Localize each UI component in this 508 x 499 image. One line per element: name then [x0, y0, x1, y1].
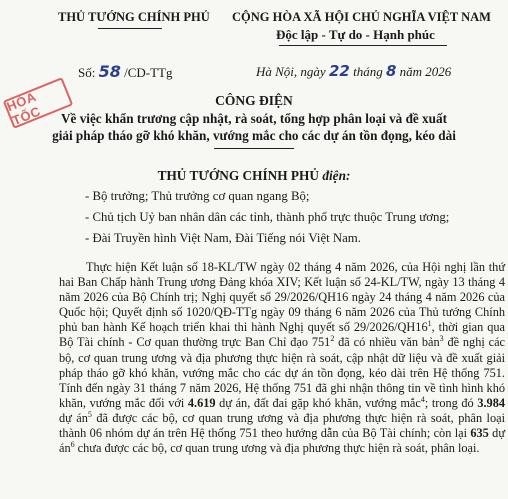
project-count-total: 4.619 [187, 395, 216, 410]
motto: Độc lập - Tự do - Hạnh phúc [276, 27, 435, 42]
project-count-remaining: 635 [470, 426, 489, 441]
year-label: năm 2026 [399, 64, 452, 79]
date-day-handwritten: 22 [328, 62, 350, 80]
body-text-segment: đề nghị các bộ, cơ quan trung ương và địa phương thực hiện rà soát, cập nhật dữ liệu và đề xuất giải pháp tháo gỡ khó khăn, vướng mắc cho các dự án tồn đọng, kéo dài trên Hệ thống 751. Tính đến ngày 31 tháng 7 năm 2026, Hệ thống 751 đã ghi nhận thông tin về tình hình khó khăn, vướng mắc đối với [59, 335, 505, 410]
month-label: tháng [353, 64, 383, 79]
nation-name: CỘNG HÒA XÃ HỘI CHỦ NGHĨA VIỆT NAM [232, 10, 491, 24]
body-text-segment: dự án [59, 426, 505, 456]
document-type: CÔNG ĐIỆN [215, 93, 293, 108]
subject-line-2: giải pháp tháo gỡ khó khăn, vướng mắc cho các dự án tồn đọng, kéo dài [52, 128, 456, 143]
recipient-item: - Đài Truyền hình Việt Nam, Đài Tiếng nói Việt Nam. [85, 231, 361, 245]
issuer-underline [98, 28, 162, 29]
footnote-ref: 4 [420, 394, 425, 404]
body-text-segment: chưa được các bộ, cơ quan trung ương và địa phương thực hiện rà soát, phân loại. [74, 441, 480, 456]
body-text-segment: ; trong đó [424, 395, 478, 410]
doc-number-line [78, 62, 173, 81]
place-date-line [256, 62, 451, 80]
body-text-segment: , thời gian qua Bộ Tài chính - Cơ quan thường trực Ban Chỉ đạo 751 [59, 320, 505, 350]
footnote-ref: 6 [70, 440, 75, 450]
motto-underline [279, 45, 447, 46]
body-paragraph [59, 260, 505, 456]
subject-line-1: Về việc khẩn trương cập nhật, rà soát, tổng hợp phân loại và đề xuất [61, 111, 447, 126]
project-count-reviewed: 3.984 [477, 395, 505, 410]
footnote-ref: 5 [87, 409, 92, 419]
place-date-prefix: Hà Nội, ngày [256, 64, 326, 79]
footnote-ref: 3 [439, 334, 444, 344]
doc-number-prefix: Số: [78, 65, 96, 80]
doc-number-suffix: /CD-TTg [124, 65, 173, 80]
body-text-segment: đã có nhiều văn bản [334, 335, 440, 350]
date-month-handwritten: 8 [385, 62, 397, 80]
doc-number-handwritten: 58 [98, 62, 121, 81]
urgent-stamp-label: HỎA TỐC [4, 89, 43, 129]
sender-name: THỦ TƯỚNG CHÍNH PHỦ [157, 168, 319, 183]
sender-line [0, 168, 508, 184]
footnote-ref: 2 [330, 334, 335, 344]
recipient-item: - Chủ tịch Uỷ ban nhân dân các tỉnh, thành phố trực thuộc Trung ương; [85, 210, 450, 224]
body-text-segment: dự án [59, 410, 88, 425]
body-text-segment: Thực hiện Kết luận số 18-KL/TW ngày 02 tháng 4 năm 2026, của Hội nghị lần thứ hai Ban Chấp hành Trung ương Đảng khóa XIV; Kết luận số 24-KL/TW, ngày 13 tháng 4 năm 2026 của Bộ Chính trị; Nghị quyết số 29/2026/QH16 ngày 24 tháng 4 năm 2026 của Quốc hội; Quyết định số 1020/QĐ-TTg ngày 09 tháng 6 năm 2026 của Thủ tướng Chính phủ ban hành Kế hoạch triển khai thi hành Nghị quyết số 29/2026/QH16 [59, 260, 505, 335]
body-text-segment: dự án, đất đai gặp khó khăn, vướng mắc [215, 395, 421, 410]
issuer-name: THỦ TƯỚNG CHÍNH PHỦ [58, 10, 210, 24]
body-text-segment: đã được các bộ, cơ quan trung ương và địa phương thực hiện rà soát, phân loại thành 06 nhóm dự án trên Hệ thống 751 theo hướng dẫn của Bộ Tài chính; còn lại [59, 410, 505, 441]
recipient-item: - Bộ trưởng; Thủ trưởng cơ quan ngang Bộ; [85, 189, 310, 203]
sender-suffix: điện: [322, 168, 351, 183]
footnote-ref: 1 [427, 319, 432, 329]
subject-underline [214, 148, 294, 149]
